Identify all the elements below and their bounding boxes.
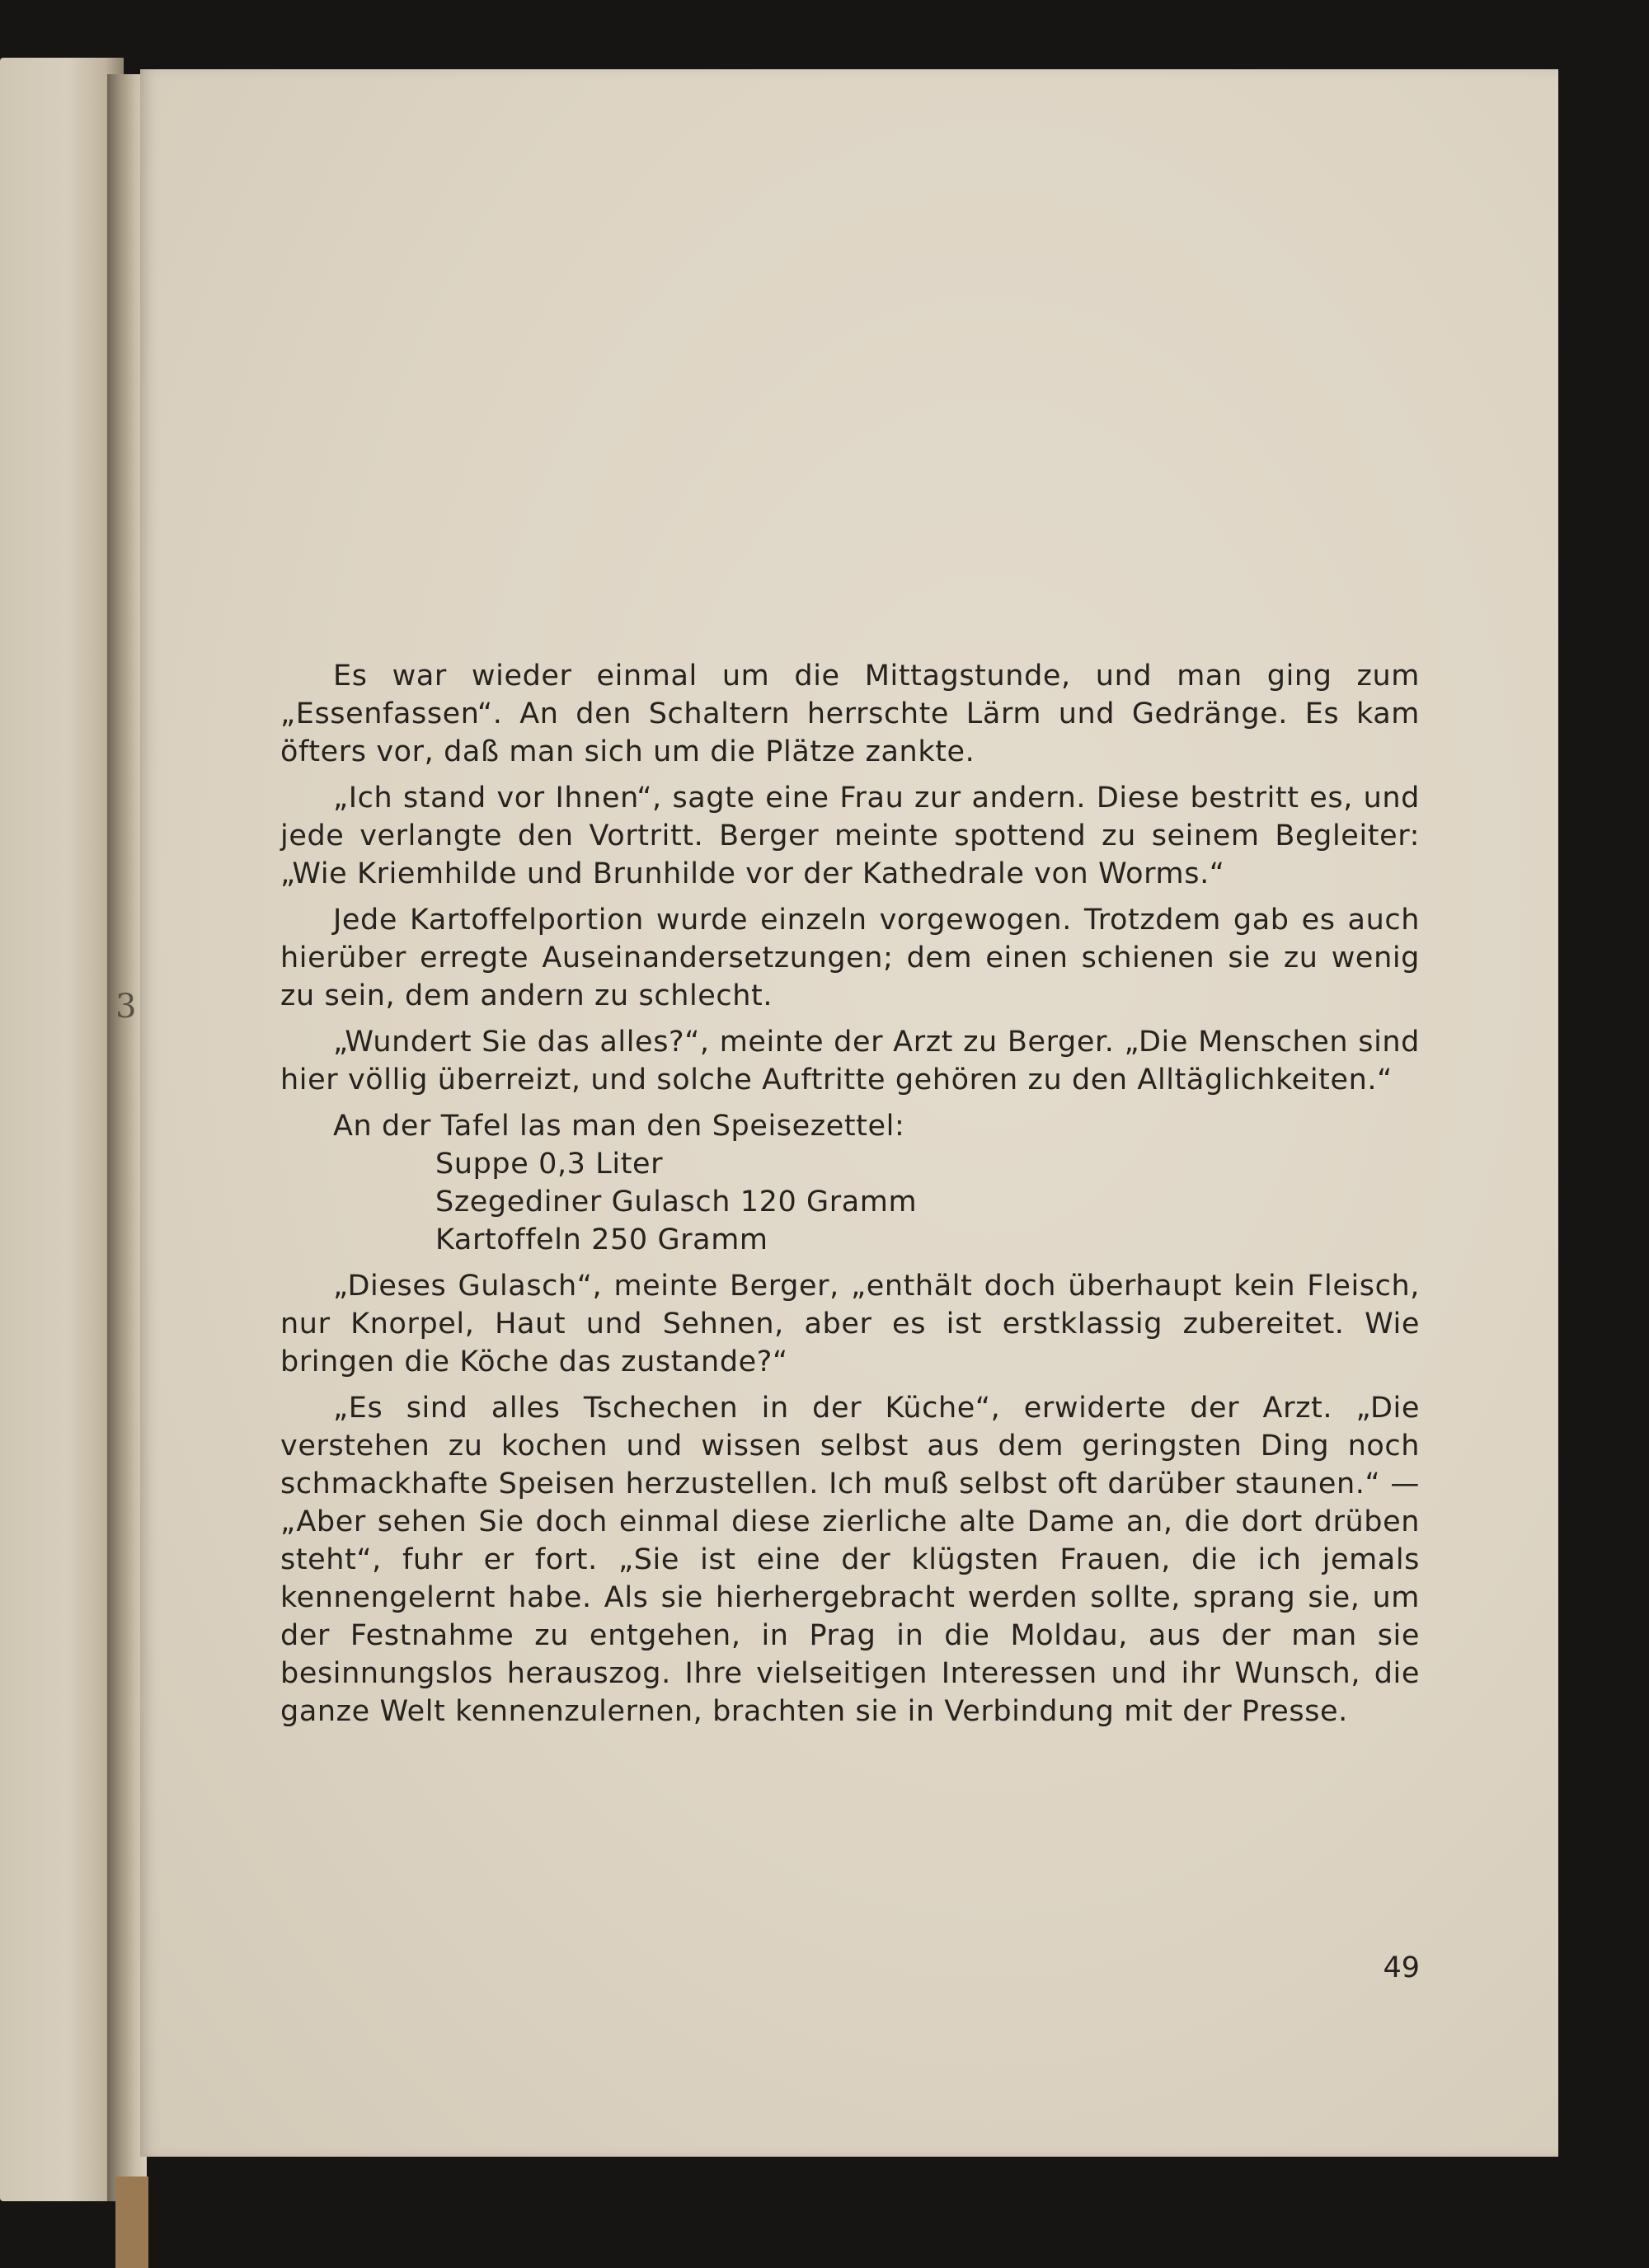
menu-intro: An der Tafel las man den Speisezettel: xyxy=(333,1110,905,1143)
left-page-mark: 3 xyxy=(115,988,137,1026)
spine-damage xyxy=(115,2176,148,2268)
body-text xyxy=(280,657,1420,1739)
paragraph-2: „Ich stand vor Ihnen“, sagte eine Frau zur andern. Diese bestritt es, und jede verlangte den Vortritt. Berger meinte spottend zu seinem Begleiter: „Wie Kriemhilde und Brunhilde vor der Kathedrale von Worms.“ xyxy=(280,782,1420,890)
page-number: 49 xyxy=(1383,1951,1420,1984)
left-page-edge xyxy=(0,58,124,2201)
menu-item-soup: Suppe 0,3 Liter xyxy=(435,1148,664,1181)
paragraph-1: Es war wieder einmal um die Mittagstunde, und man ging zum „Essenfassen“. An den Schaltern herrschte Lärm und Gedränge. Es kam öfters vor, daß man sich um die Plätze zankte. xyxy=(280,660,1420,768)
paragraph-3: Jede Kartoffelportion wurde einzeln vorgewogen. Trotzdem gab es auch hierüber erregte Auseinandersetzungen; dem einen schienen sie zu wenig zu sein, dem andern zu schlecht. xyxy=(280,904,1420,1012)
menu-item-potatoes: Kartoffeln 250 Gramm xyxy=(435,1223,768,1256)
book-page xyxy=(140,69,1558,2157)
menu-list xyxy=(280,1145,1420,1259)
paragraph-4: „Wundert Sie das alles?“, meinte der Arzt zu Berger. „Die Menschen sind hier völlig überreizt, und solche Auftritte gehören zu den Alltäglichkeiten.“ xyxy=(280,1026,1420,1096)
menu-item-goulash: Szegediner Gulasch 120 Gramm xyxy=(435,1186,918,1219)
paragraph-5: „Dieses Gulasch“, meinte Berger, „enthält doch überhaupt kein Fleisch, nur Knorpel, Haut und Sehnen, aber es ist erstklassig zubereitet. Wie bringen die Köche das zustande?“ xyxy=(280,1270,1420,1378)
paragraph-6: „Es sind alles Tschechen in der Küche“, erwiderte der Arzt. „Die verstehen zu kochen und wissen selbst aus dem geringsten Ding noch schmackhafte Speisen herzustellen. Ich muß selbst oft darüber staunen.“ — „Aber sehen Sie doch einmal diese zierliche alte Dame an, die dort drüben steht“, fuhr er fort. „Sie ist eine der klügsten Frauen, die ich jemals kennengelernt habe. Als sie hierhergebracht werden sollte, sprang sie, um der Festnahme zu entgehen, in Prag in die Moldau, aus der man sie besinnungslos herauszog. Ihre vielseitigen Interessen und ihr Wunsch, die ganze Welt kennenzulernen, brachten sie in Verbindung mit der Presse. xyxy=(280,1392,1420,1728)
